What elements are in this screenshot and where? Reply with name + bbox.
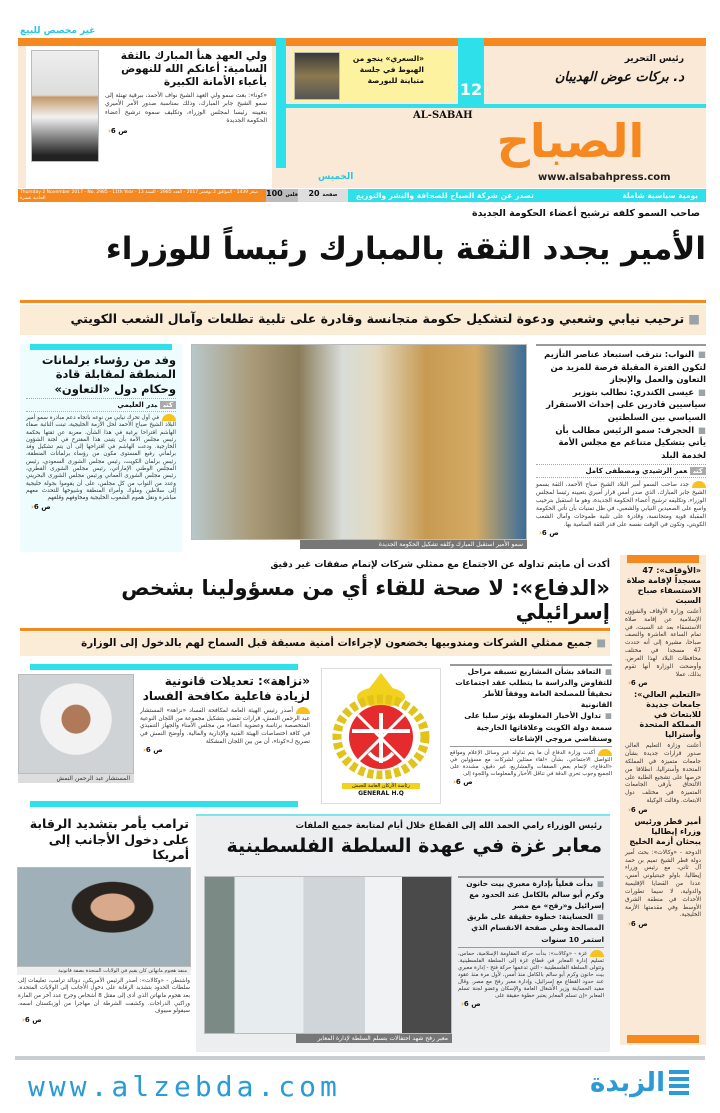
emblem-text: رئاسة الأركان العامة للجيش [342,783,420,789]
emblem-text-en: GENERAL H.Q [358,790,404,797]
lead-body: جدد صاحب السمو أمير البلاد الشيخ صباح الأحمد، الثقة بسمو الشيخ جابر المبارك، الذي صدر أمس قرار أميري بتعيينه رئيسا لمجلس الوزراء، وتكليفه ترشيح أعضاء الحكومة الجديدة، وهو ما استقبل بترحيب واسع على الصعيدين النيابي والشعبي، في ظل تمنيات بأن تأتي الحكومة المقبلة قوية ومتجانسة، وقادرة على تلبية طموحات وآمال الشعب الكويتي، وتكون في الوقت نفسه على قدر الثقة السامية بها. [536,482,706,528]
defense-bullet: ■التعاقد بشأن المشاريع تسبقه مراحل للتفاوض والدراسة ما يتطلب عقد اجتماعات تحقيقاً للمصلحة العامة ووفقاً للأطر القانونية [455,667,612,710]
crown-prince-photo [31,50,99,162]
trump-photo-caption: منفذ هجوم مانهاتن كان يقيم في الولايات المتحدة بصفة قانونية [17,967,191,975]
gaza-headline: معابر غزة في عهدة السلطة الفلسطينية [226,835,602,857]
sidebar-item-body: الدوحة - «وكالات»: بحث أمير دولة قطر الشيخ تميم بن حمد آل ثاني، مع رئيس وزراء إيطاليا، باولو جينتيلوني أمس، عددا من القضايا الإقليمية والدولية، لا سيما تطورات الأحداث في منطقة الشرق الأوسط وفي مقدمتها الأزمة الخليجية. [625,849,701,919]
defense-kicker: أكدت أن مايتم تداوله عن الاجتماع مع ممثلي شركات لإتمام صفقات غير دقيق [270,560,610,570]
page-ref-label: ص 6 [33,503,51,512]
byline-name: بدر العليمي [117,401,158,410]
nazaha-photo-caption: المستشار عبد الرحمن النمش [18,774,134,783]
publisher: تصدر عن شركة الصباح للصحافة والنشر والتوزيع [356,191,534,200]
date-bar [18,189,706,202]
lead-headline[interactable]: الأمير يجدد الثقة بالمبارك رئيساً للوزراء [105,231,706,267]
date-line: Thursday 2 November 2017 - No. 2985 - 11th Year - 13 صفر 1439 - الموافق 2 نوفمبر 2017 - العدد 2985 - السنة الحادية عشرة [18,189,266,202]
divider [15,1056,705,1060]
sidebar-item-body: أعلنت وزارة التعليم العالي صدور قرارات جديدة بشأن جامعات متميزة في المملكة المتحدة وأستراليا، انطلاقا من حرصها على تشجيع الطلبة على الالتحاق بأرقى الجامعات المتميزة في مختلف دول الابتعاث. وقالت الوكيلة [625,743,701,804]
gaza-photo-caption: معبر رفح شهد احتفالات بتسلم السلطة لإدارة المعابر [296,1034,452,1043]
lead-bullet: ■الحجرف: سمو الرئيس مطالب بأن يأتي بتشكيل متناغم مع مجلس الأمة لخدمة البلد [555,424,706,460]
page-ref-label: ص 6 [455,777,473,786]
trump-headline: ترامب يأمر بتشديد الرقابة على دخول الأجانب إلى أمريكا [29,816,189,863]
arrow-icon: ‹ [539,529,542,538]
delegation-headline: وفد من رؤساء برلمانات المنطقة لمقابلة قادة وحكام دول «التعاون» [41,353,176,396]
nazaha-body: أصدر رئيس الهيئة العامة لمكافحة الفساد «نزاهة» المستشار عبد الرحمن النمش، قرارات تقضي بتشكيل مجموعة من اللجان النوعية المتخصصة برئاسة وعضوية أعضاء من مجلس الأمناء والجهاز التنفيذي في كافة اختصاصات الهيئة الفنية والإدارية والمالية. وأوضح النمش في تصريح لـ«كونا»، أن من بين اللجان المشكلة [140,708,310,745]
sidebar-item[interactable] [625,690,701,814]
price [266,189,298,202]
gaza-story[interactable] [196,814,610,1052]
gaza-bullet: ■بدأت فعلياً بإدارة معبري بيت حانون وكرم أبو سالم بالكامل عند الحدود مع إسرائيل و«رفح» مع مصر [466,879,604,911]
trump-photo [17,867,191,967]
crown-prince-body: «كونا»: بعث سمو ولي العهد الشيخ نواف الأحمد، ببرقية تهنئة إلى سمو الشيخ جابر المبارك، وذلك بمناسبة صدور الأمر الأميري بتعيينه رئيسا لمجلس الوزراء، وتكليف سموه ترشيح أعضاء الحكومة الجديدة [105,92,267,124]
page-ref-label: ص 6 [463,999,481,1008]
page-ref-label: ص 6 [630,679,648,688]
bullet-icon: ■ [596,637,606,649]
teaser-box[interactable] [292,50,456,102]
army-emblem-icon [322,669,440,779]
arrow-icon: ‹ [453,777,456,786]
sidebar-item-body: أعلنت وزارة الأوقاف والشؤون الإسلامية عن إقامة صلاة الاستسقاء بعد غد السبت، في تمام الساعة العاشرة والنصف صباحا، مشيرة إلى أنه حددت 47 مسجدا في مختلف محافظات البلاد لهذا الغرض. وأوضحت الوزارة أنها تقوم بذلك، عملا [625,609,701,678]
lead-photo [191,344,527,540]
page-ref[interactable] [458,1000,604,1008]
defense-headline[interactable]: «الدفاع»: لا صحة للقاء أي من مسؤولينا بشخص إسرائيلي [121,576,610,625]
sun-icon [598,749,612,756]
sun-icon [692,481,706,488]
lead-subhead-text: ترحيب نيابي وشعبي ودعوة لتشكيل حكومة متجانسة وقادرة على تلبية تطلعات وآمال الشعب الكويتي [70,311,685,326]
page-ref-label: ص 6 [630,805,648,814]
sun-icon [590,950,604,957]
byline-name: عمر الرشيدي ومصطفى كامل [585,467,688,476]
page-ref[interactable] [625,920,701,928]
arrow-icon: ‹ [628,920,631,929]
sidebar-item[interactable] [625,817,701,928]
arrow-icon: ‹ [31,503,34,512]
teaser-photo [294,52,340,100]
price-value: 100 [266,189,283,198]
page-ref-label: ص 6 [541,529,559,538]
lead-bullets [536,346,706,461]
lead-kicker: صاحب السمو كلفه ترشيح أعضاء الحكومة الجديدة [472,208,700,219]
arrow-icon: ‹ [628,805,631,814]
tagline: يومية سياسية شاملة [622,191,698,200]
sun-icon [296,707,310,714]
page-ref-label: ص 6 [630,920,648,929]
editor-label: رئيس التحرير [624,54,684,64]
crown-prince-story[interactable] [26,46,272,188]
logo-lines-icon [669,1070,689,1096]
crown-prince-headline: ولي العهد هنأ المبارك بالثقة السامية: أعانكم الله للنهوض بأعباء الأمانة الكبيرة [120,50,267,89]
sidebar-item-headline: «التعليم العالي»: جامعات جديدة للابتعاث في المملكة المتحدة وأستراليا [633,690,701,740]
newspaper-logo: الصباح [496,114,645,168]
bullet-icon: ■ [688,311,700,326]
page-ref[interactable] [105,127,267,135]
arrow-icon: ‹ [108,126,111,135]
arrow-icon: ‹ [143,746,146,755]
page-ref[interactable] [625,679,701,687]
byline-tag: كتب [690,467,706,475]
delegation-body: في أول تحرك نيابي من نوعه باتجاه دعم مبادرة سمو أمير البلاد الشيخ صباح الأحمد لحل الأزمة الخليجية، تبنت النائبة صفاء الهاشم اقتراحا برغبة في هذا الشأن، معربة عن ثقتها بحكمة رئيس مجلس الأمة بأن يتبنى هذا المقترح في لجنة الشؤون الخارجية. ودعت الهاشم في اقتراحها إلى أن يتم تشكيل وفد برلماني رفيع المستوى مكون من رؤساء برلمانات المنطقة، رئيس برلمان الكويت، رئيس مجلس الشورى السعودي، رئيس المجلس الوطني الإماراتي، رئيس مجلس الشورى القطري، رئيس مجلس الشورى العماني ورئيس مجلس الشورى البحريني وعدد من النواب من كل مجلس، على أن يقوموا بجولة خليجية إلى سلاطين وملوك وأمراء المنطقة وشيوخها للتحدث معهم مباشرة ونقل هموم الشعوب الخليجية ومخاوفهم وقلقهم [26,415,176,502]
arrow-icon: ‹ [628,679,631,688]
lead-subhead [20,305,706,335]
trump-body: واشنطن - «وكالات»: أصدر الرئيس الأمريكي، دونالد ترامب، تعليمات إلى سلطات الحدود بتشديد الرقابة على دخول الأجانب إلى الولايات المتحدة، بعد هجوم مانهاتن الذي أدى إلى مقتل 8 أشخاص وجرح عدد آخر من المارة وراكبي الدراجات. وكشفت الشرطة أن مهاجرا من أوزبكستان اسمه، سيفولو سيبوف [18,977,190,1015]
not-for-sale-label: غير مخصص للبيع [20,26,96,36]
defense-subhead [20,632,610,656]
footer-logo [590,1068,689,1098]
delegation-story[interactable] [20,344,182,552]
sidebar-item[interactable] [625,566,701,687]
lead-photo-caption: سمو الأمير استقبل المبارك وكلفه تشكيل الحكومة الجديدة [300,540,527,549]
footer-logo-text: الزبدة [590,1068,665,1098]
editor-name: د. بركات عوض الهديبان [554,70,684,85]
nazaha-story[interactable] [18,664,310,808]
gaza-bullet: ■الحساينة: خطوة حقيقة على طريق المصالحة وطي صفحة الانقسام الذي استمر 10 سنوات [467,912,604,944]
sun-icon [162,414,176,421]
price-label: فلس [285,192,298,198]
logo-latin: AL-SABAH [413,110,473,121]
defense-bullets [450,666,612,744]
website-link[interactable]: www.alsabahpress.com [538,172,671,183]
trump-story[interactable] [15,814,193,1024]
delegation-byline [26,398,176,412]
page-ref-label: ص 6 [110,126,128,135]
pages-label: صفحة [322,192,338,198]
lead-bullet: ■عيسى الكندري: نطالب بتوزير سياسيين قادرين على إحداث الاستقرار السياسي بين السلطتين [546,386,706,423]
footer-website[interactable]: www.alzebda.com [28,1070,341,1103]
page-ref[interactable] [536,529,706,537]
page-ref[interactable] [20,502,182,512]
masthead [18,38,706,188]
byline-tag: كتب [160,401,176,409]
arrow-icon: ‹ [461,999,464,1008]
sidebar-item-headline: أمير قطر ورئيس وزراء إيطاليا يبحثان أزمة الخليج [629,816,701,846]
page-ref[interactable] [140,746,310,754]
pages-value: 20 [308,189,320,198]
nazaha-headline: «نزاهة»: تعديلات قانونية لزيادة فاعلية مكافحة الفساد [142,674,310,703]
news-sidebar [620,555,706,1045]
page-ref[interactable] [15,1016,193,1024]
defense-body: أكدت وزارة الدفاع أن ما يتم تداوله عبر وسائل الإعلام ومواقع التواصل الاجتماعي، بشأن «لقاء ممثلين لشركات مع مسؤولين في «الدفاع»، لإتمام بعض الصفقات والمشاريع، غير دقيق، مشددة على الجميع وجوب تحري الدقة في تناقل الأخبار والمعلومات واللجوء إلى [450,749,612,777]
defense-bullet: ■تداول الأخبار المغلوطة يؤثر سلبا على سمعة دولة الكويت وعلاقاتها الخارجية وسنقاضي مروجي الإشاعات [464,711,612,743]
sidebar-item-headline: «الأوقاف»: 47 مسجداً لإقامة صلاة الاستسقاء صباح السبت [626,566,701,605]
page-ref[interactable] [450,778,612,786]
arrow-icon: ‹ [22,1015,25,1024]
defense-subhead-text: جميع ممثلي الشركات ومندوبيها يخضعون لإجراءات أمنية مسبقة قبل السماح لهم بالدخول إلى الوزارة [81,637,593,649]
lead-bullet: ■النواب: نترقب استبعاد عناصر التأزيم لتكون الفترة المقبلة فرصة للمزيد من التعاون والعمل والإنجاز [544,349,706,385]
teaser-text: «السعري» ينجو من الهبوط في جلسة متباينة للبورصة [352,54,424,85]
army-emblem [321,668,441,804]
page-ref-label: ص 6 [24,1015,42,1024]
nazaha-photo [18,674,134,774]
gaza-bullets [458,878,604,945]
page-ref-label: ص 6 [145,746,163,755]
gaza-kicker: رئيس الوزراء رامي الحمد الله إلى القطاع خلال أيام لمتابعة جميع الملفات [295,821,602,831]
gaza-photo [204,876,452,1034]
gaza-column [458,876,604,1008]
page-count [298,189,348,202]
gaza-body: غزة - «وكالات»: بدأت حركة المقاومة الإسلامية، حماس، تسليم إدارة المعابر في قطاع غزة إلى السلطة الفلسطينية. وتتولى السلطة الفلسطينية - التي تدعمها حركة فتح - إدارة معبري بيت حانون وكرم أبو سالم بالكامل منذ أمس، لأول مرة منذ عقود عند حدود القطاع مع إسرائيل، وإدارة معبر رفح مع مصر. وقال مفيد الحساينة وزير الأشغال العامة والإسكان وعضو لجنة تسلم المعابر «إن تسلم المعابر يعتبر خطوة حقيقة على [457,950,604,999]
teaser-page-number: 12 [459,80,483,99]
defense-column [450,664,612,786]
lead-column [536,344,706,537]
lead-byline [536,464,706,478]
page-ref[interactable] [625,806,701,814]
day-label: الخميس [318,172,354,182]
